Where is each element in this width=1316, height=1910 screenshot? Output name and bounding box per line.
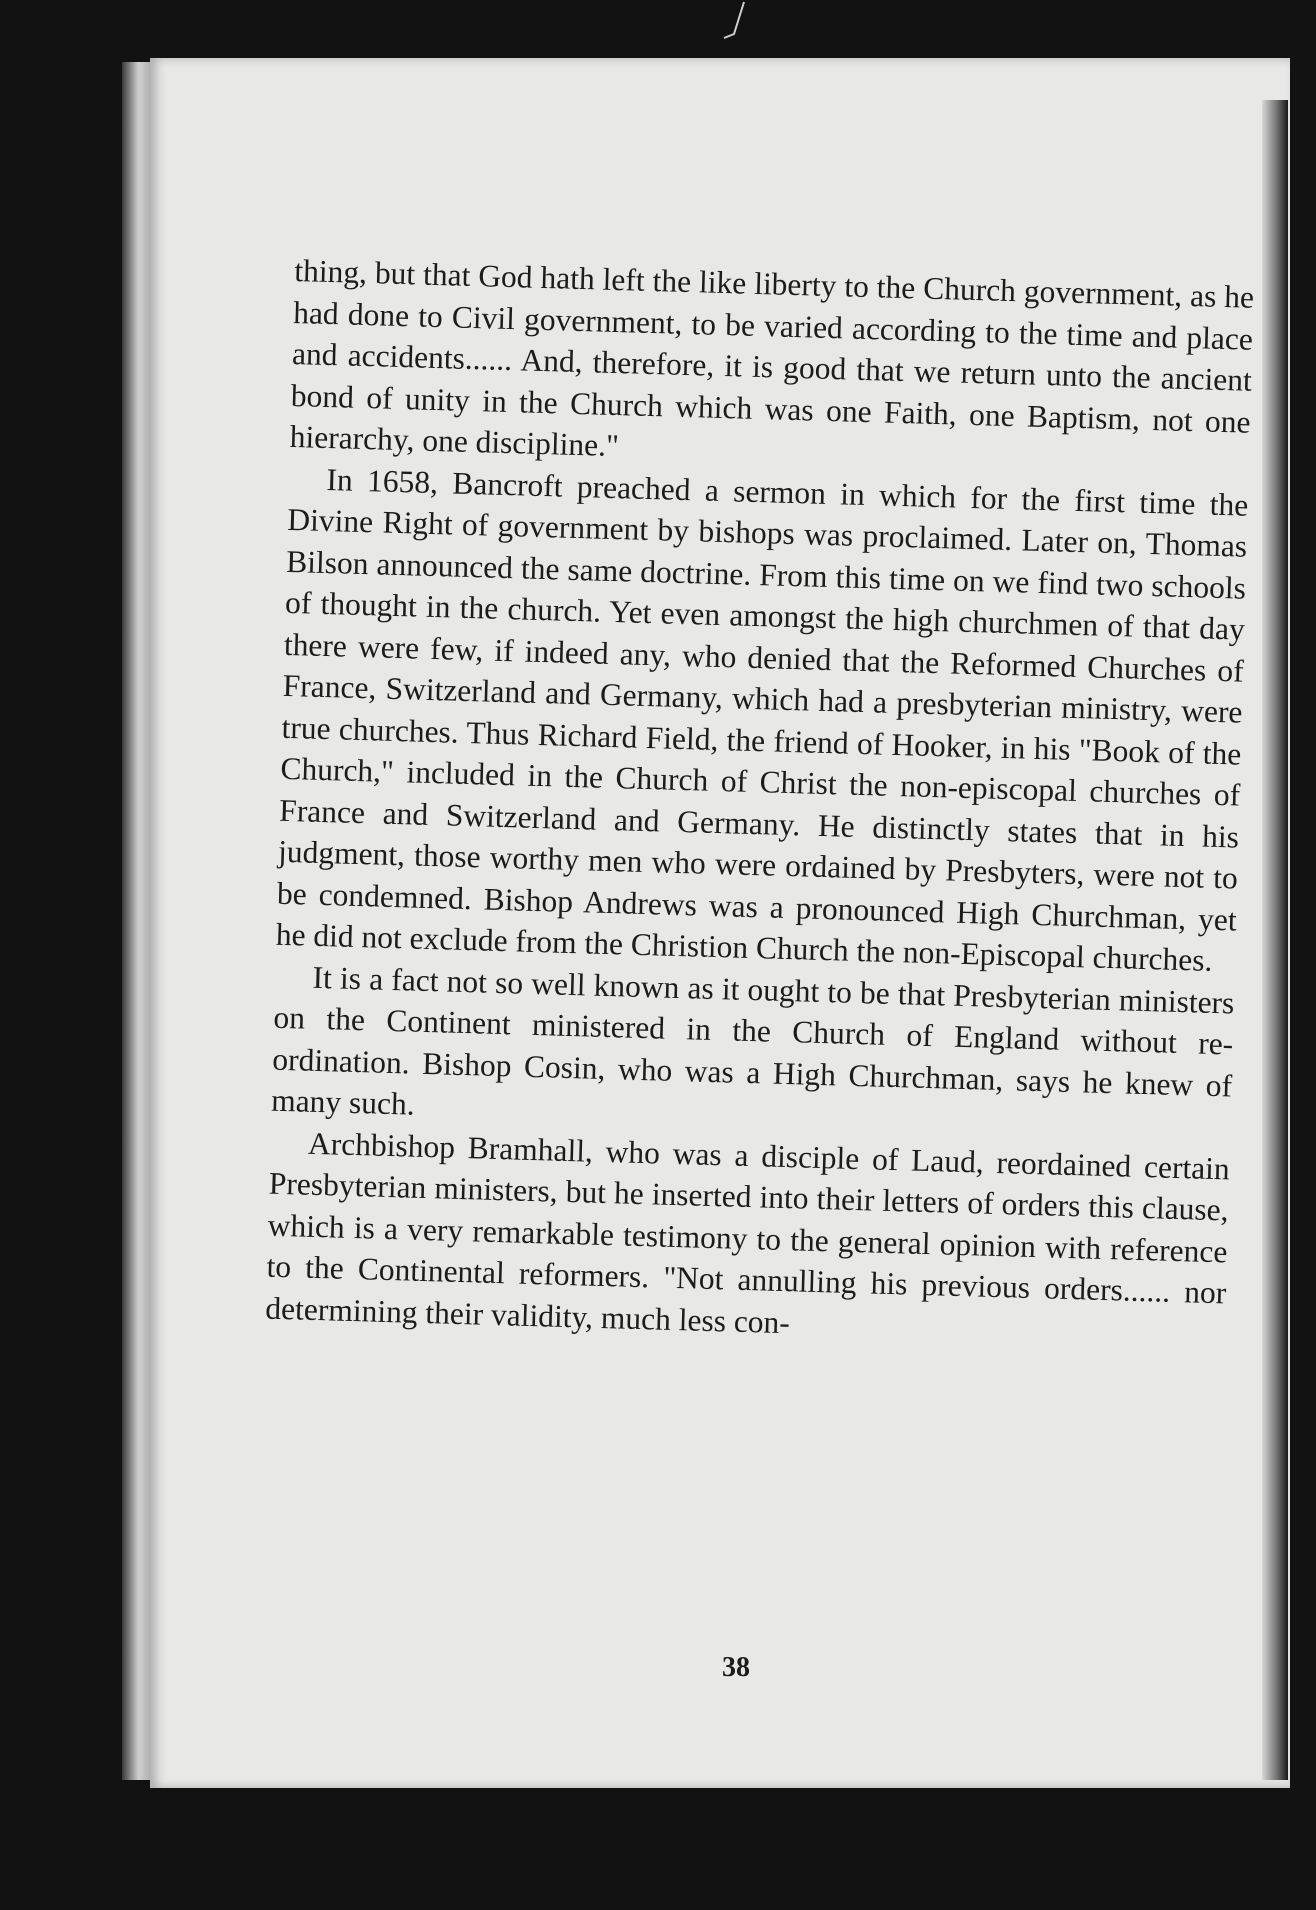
paragraph-2: In 1658, Bancroft preached a sermon in which for the first time the Divine Right of government by bishops was proclaimed. Later on, Thomas Bilson announced the same doctrine. From this time on we find two schools of thought in the church. Yet even amongst the high churchmen of that day there were few, if indeed any, who denied that the Reformed Churches of France, Switzerland and Germany, which had a presbyterian ministry, were true churches. Thus Richard Field, the friend of Hooker, in his "Book of the Church," included in the Church of Christ the non-episcopal churches of France and Switzerland and Germany. He distinctly states that in his judgment, those worthy men who were ordained by Presbyters, were not to be condemned. Bishop Andrews was a pronounced High Churchman, yet he did not exclude from the Christion Church the non-Episcopal churches. <box>275 461 1249 978</box>
body-text <box>265 250 1255 1355</box>
scan-mark-icon <box>720 0 750 40</box>
page-number: 38 <box>722 1652 750 1683</box>
paragraph-1: thing, but that God hath left the like liberty to the Church government, as he had done to Civil government, to be varied according to the time and place and accidents...... And, therefore, it is good that we return unto the ancient bond of unity in the Church which was one Faith, one Baptism, not one hierarchy, one discipline." <box>289 252 1255 464</box>
paragraph-4: Archbishop Bramhall, who was a disciple of Laud, reordained certain Presbyterian ministers, but he inserted into their letters of orders this clause, which is a very remarkable testimony to the general opinion with reference to the Continental reformers. "Not annulling his previous orders...... nor determining their validity, much less con- <box>264 1125 1231 1340</box>
page-gutter-shadow <box>1262 100 1288 1780</box>
paragraph-3: It is a fact not so well known as it ought to be that Presbyterian ministers on the Continent ministered in the Church of England without re-ordination. Bishop Cosin, who was a High Churchman, says he knew of many such. <box>270 959 1235 1122</box>
